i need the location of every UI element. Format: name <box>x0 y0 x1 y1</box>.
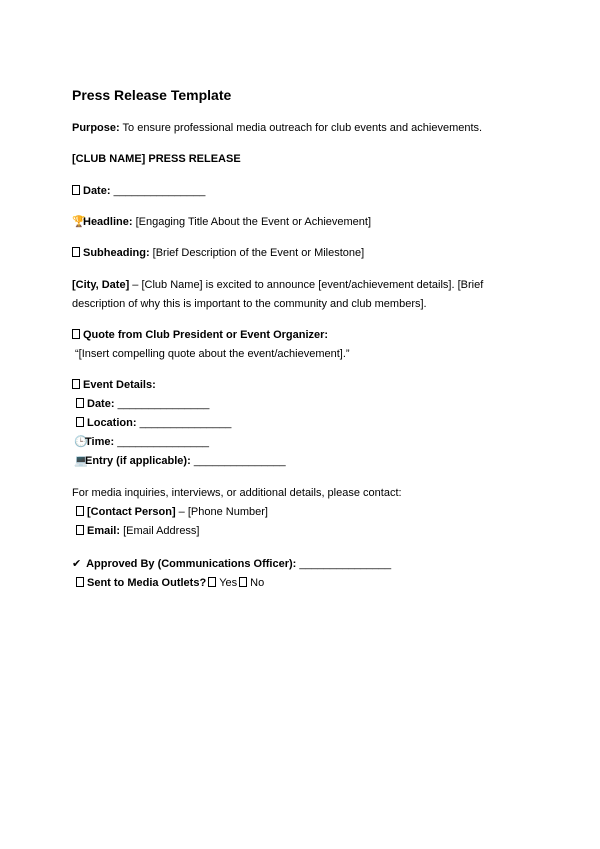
event-entry-label: Entry (if applicable): <box>85 455 191 467</box>
purpose-line <box>72 121 482 135</box>
purpose-text: To ensure professional media outreach for club events and achievements. <box>119 122 483 134</box>
subheading-label: Subheading: <box>83 247 150 259</box>
page-title: Press Release Template <box>72 87 232 103</box>
contact-person-line <box>76 505 268 519</box>
event-details-heading-line <box>72 378 156 392</box>
event-details-heading: Event Details: <box>83 379 156 391</box>
location-pin-icon <box>76 417 84 427</box>
contact-email-label: Email: <box>87 525 121 537</box>
speech-icon <box>72 329 80 339</box>
event-time-line <box>74 435 209 449</box>
date-label: Date: <box>83 185 111 197</box>
body-line-1 <box>72 278 483 292</box>
purpose-label: Purpose: <box>72 122 120 134</box>
event-entry-blank[interactable]: _______________ <box>193 455 286 467</box>
email-icon <box>76 525 84 535</box>
no-label: No <box>250 577 265 589</box>
calendar-icon <box>76 398 84 408</box>
sent-line <box>76 576 264 590</box>
contact-person-text: – [Phone Number] <box>175 506 268 518</box>
event-time-blank[interactable]: _______________ <box>117 436 209 448</box>
headline-label: Headline: <box>83 216 133 228</box>
quote-heading-line <box>72 328 328 342</box>
body-line-2: description of why this is important to the community and club members]. <box>72 298 427 310</box>
pin-icon <box>72 247 80 257</box>
event-location-line <box>76 416 231 430</box>
event-date-line <box>76 397 209 411</box>
trophy-icon: 🏆 <box>72 216 86 228</box>
approval-line <box>72 557 391 571</box>
approval-blank[interactable]: _______________ <box>299 558 392 570</box>
city-date-label: [City, Date] <box>72 279 130 291</box>
calendar-icon <box>72 185 80 195</box>
press-release-header: [CLUB NAME] PRESS RELEASE <box>72 153 241 165</box>
sent-label: Sent to Media Outlets? <box>87 577 207 589</box>
headline-line <box>72 215 371 229</box>
contact-person-label: [Contact Person] <box>87 506 176 518</box>
laptop-icon: 💻 <box>74 455 88 467</box>
event-location-blank[interactable]: _______________ <box>139 417 232 429</box>
yes-label: Yes <box>219 577 238 589</box>
clock-icon: 🕒 <box>74 436 88 448</box>
quote-label: Quote from Club President or Event Organizer: <box>83 329 329 341</box>
headline-text: [Engaging Title About the Event or Achievement] <box>132 216 372 228</box>
contact-intro: For media inquiries, interviews, or additional details, please contact: <box>72 487 402 499</box>
subheading-text: [Brief Description of the Event or Milestone] <box>149 247 365 259</box>
event-date-label: Date: <box>87 398 115 410</box>
body-text-1: – [Club Name] is excited to announce [event/achievement details]. [Brief <box>129 279 484 291</box>
contact-email-text: [Email Address] <box>120 525 200 537</box>
event-date-blank[interactable]: _______________ <box>117 398 210 410</box>
yes-checkbox[interactable] <box>208 577 216 587</box>
checkmark-icon: ✔ <box>72 558 82 570</box>
date-blank[interactable]: _______________ <box>113 185 206 197</box>
no-checkbox[interactable] <box>239 577 247 587</box>
date-line <box>72 184 205 198</box>
calendar-icon <box>72 379 80 389</box>
event-entry-line <box>74 454 286 468</box>
event-location-label: Location: <box>87 417 137 429</box>
approval-label: Approved By (Communications Officer): <box>86 558 297 570</box>
phone-icon <box>76 506 84 516</box>
contact-email-line <box>76 524 200 538</box>
subheading-line <box>72 246 364 260</box>
mail-icon <box>76 577 84 587</box>
quote-text: “[Insert compelling quote about the event/achievement].” <box>75 348 350 360</box>
event-time-label: Time: <box>85 436 115 448</box>
